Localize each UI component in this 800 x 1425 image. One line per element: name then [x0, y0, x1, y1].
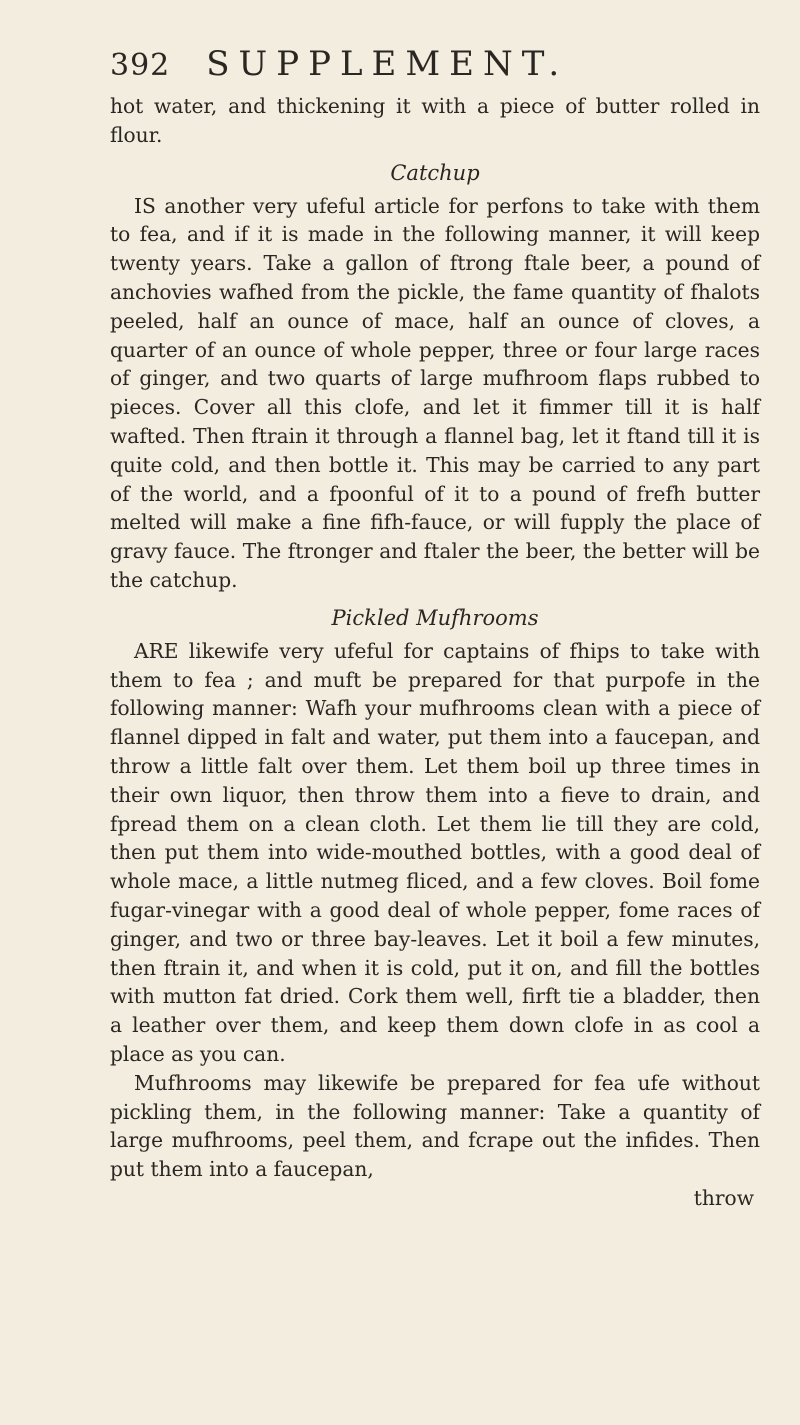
catchup-paragraph: IS another very ufeful article for perfons to take with them to fea, and if it is made in the following manner, it will keep twenty years. Take a gallon of ftrong ftale beer, a pound of anchovies wafhed from the pickle, the fame quantity of fhalots peeled, half an ounce of mace, half an ounce of cloves, a quarter of an ounce of whole pepper, three or four large races of ginger, and two quarts of large mufhroom flaps rubbed to pieces. Cover all this clofe, and let it fimmer till it is half wafted. Then ftrain it through a flannel bag, let it ftand till it is quite cold, and then bottle it. This may be carried to any part of the world, and a fpoonful of it to a pound of frefh butter melted will make a fine fifh-fauce, or will fupply the place of gravy fauce. The ftronger and ftaler the beer, the better will be the catchup. — [110, 193, 760, 592]
section-heading-pickled-mushrooms: Pickled Mufhrooms — [331, 605, 539, 630]
page-number: 392 — [110, 48, 171, 83]
intro-paragraph: hot water, and thickening it with a piece of butter rolled in flour. — [110, 94, 760, 147]
pickled-mushrooms-paragraph: ARE likewife very ufeful for captains of fhips to take with them to fea ; and muft be prepared for that purpofe in the following manner: Wafh your mufhrooms clean with a piece of flannel dipped in falt and water, put them into a faucepan, and throw a little falt over them. Let them boil up three times in their own liquor, then throw them into a fieve to drain, and fpread them on a clean cloth. Let them lie till they are cold, then put them into wide-mouthed bottles, with a good deal of whole mace, a little nutmeg fliced, and a few cloves. Boil fome fugar-vinegar with a good deal of whole pepper, fome races of ginger, and two or three bay-leaves. Let it boil a few minutes, then ftrain it, and when it is cold, put it on, and fill the bottles with mutton fat dried. Cork them well, firft tie a bladder, then a leather over them, and keep them down clofe in as cool a place as you can. — [110, 638, 760, 1066]
page-header — [110, 44, 760, 92]
running-head: SUPPLEMENT. — [206, 44, 569, 84]
catchword: throw — [693, 1185, 754, 1210]
section-heading-catchup: Catchup — [390, 160, 480, 185]
mushrooms-sea-paragraph: Mufhrooms may likewife be prepared for fea ufe without pickling them, in the following manner: Take a quantity of large mufhrooms, peel them, and fcrape out the infides. Then put them into a faucepan, — [110, 1070, 760, 1182]
